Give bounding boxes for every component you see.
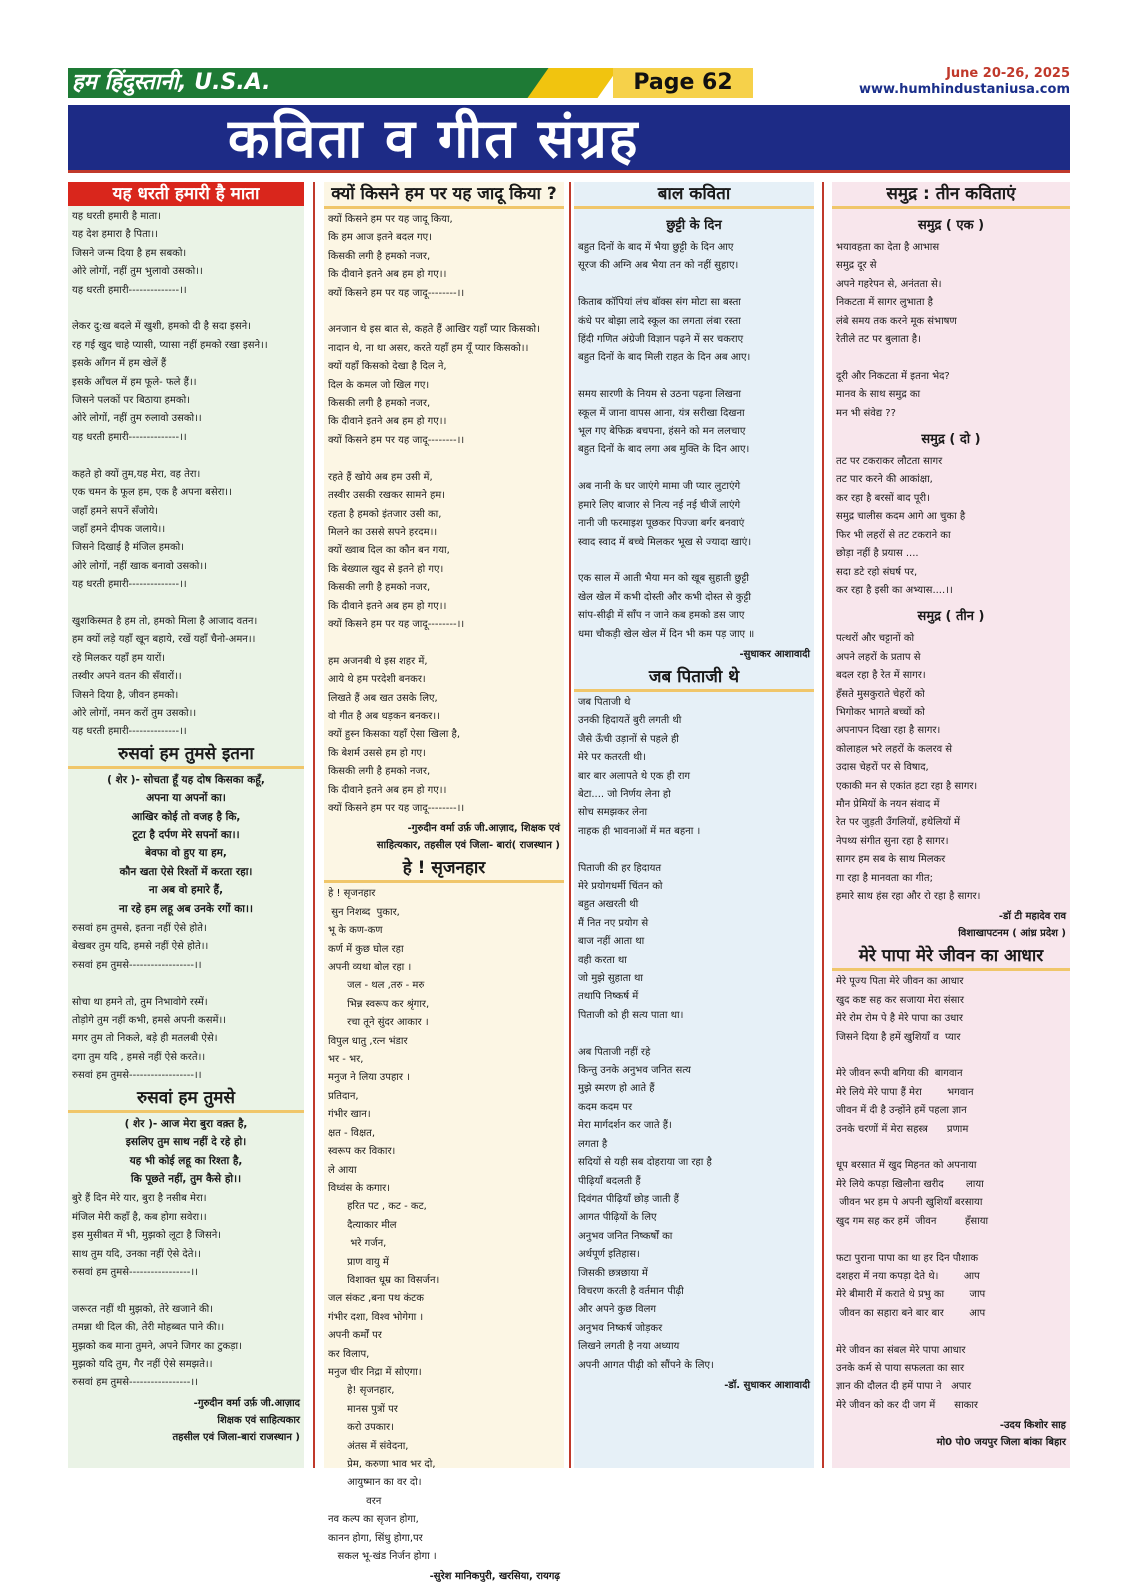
sher-text: ( शेर )- आज मेरा बुरा वक़्त है, इसलिए तुम साथ नहीं दे रहे हो। यह भी कोई लहू का रिश्ता है, कि पूछते नहीं, तुम कैसे हो।। (124, 1117, 248, 1185)
author-credit: -डॉ. सुधाकर आशावादी (724, 1379, 810, 1391)
poem-subtitle: छुट्टी के दिन (666, 218, 722, 233)
column-3 (574, 182, 814, 1468)
author-credit: -उदय किशोर साह मो0 पो0 जयपुर जिला बांका बिहार (936, 1420, 1066, 1449)
poem-title: यह धरती हमारी है माता (68, 182, 304, 206)
author-credit: -सुरेश मानिकपुरी, खरसिया, रायगढ़ (429, 1571, 560, 1583)
poem-subtitle: समुद्र ( तीन ) (917, 609, 985, 625)
column-divider (822, 182, 824, 1468)
poem-title: रुसवां हम तुमसे (68, 1086, 304, 1113)
brand-name: हम हिंदुस्तानी, U.S.A. (68, 68, 578, 98)
poem-body: मेरे पूज्य पिता मेरे जीवन का आधार खुद कष्ट सह कर सजाया मेरा संसार मेरे रोम रोम पे है मेरे पापा का उधार जिसने दिया है हमें खुशियाँ व प्यार मेरे जीवन रूपी बगिया की बागवान मेरे लिये मेरे पापा हैं मेरा भगवान जीवन में दी है उन्होंने हमें पहला ज्ञान उनके चरणों में मेरा सहस्त्र प्रणाम धूप बरसात में खुद मिहनत को अपनाया मेरे लिये कपड़ा खिलौना खरीद लाया जीवन भर हम पे अपनी खुशियाँ बरसाया खुद गम सह कर हमें जीवन हँसाया फटा पुराना पापा का था हर दिन पौशाक दशहरा में नया कपड़ा देते थे। आप मेरे बीमारी में कराते थे प्रभु का जाप जीवन का सहारा बने बार बार आप मेरे जीवन का संबल मेरे पापा आधार उनके कर्म से पाया सफलता का सार ज्ञान की दौलत दी हमें पापा ने अपार मेरे जीवन को कर दी जग में साकार (836, 976, 989, 1411)
author-credit: -सुधाकर आशावादी (739, 648, 810, 660)
column-4 (832, 182, 1070, 1468)
poem-body: जब पिताजी थे उनकी हिदायतें बुरी लगती थी जैसे ऊँची उड़ानों से पहले ही मेरे पर कतरती थी। बार बार अलापते थे एक ही राग बेटा.... जो निर्णय लेना हो सोच समझकर लेना नाहक ही भावनाओं में मत बहना । पिताजी की हर हिदायत मेरे प्रयोगधर्मी चिंतन को बहुत अखरती थी मैं नित नए प्रयोग से बाज नहीं आता था वही करता था जो मुझे सुहाता था तथापि निष्कर्ष में पिताजी को ही सत्य पाता था। अब पिताजी नहीं रहे किन्तु उनके अनुभव जनित सत्य मुझे स्मरण हो आते हैं कदम कदम पर मेरा मार्गदर्शन कर जाते हैं। लगता है सदियों से यही सब दोहराया जा रहा है पीढ़ियाँ बदलती हैं दिवंगत पीढ़ियाँ छोड़ जाती हैं आगत पीढ़ियों के लिए अनुभव जनित निष्कर्षों का अर्थपूर्ण इतिहास। जिसकी छत्रछाया में विचरण करती है वर्तमान पीढ़ी और अपने कुछ विलग अनुभव निष्कर्ष जोड़कर लिखने लगती है नया अध्याय अपनी आगत पीढ़ी को सौंपने के लिए। (578, 696, 714, 1371)
poem-body: यह धरती हमारी है माता। यह देश हमारा है पिता।। जिसने जन्म दिया है हम सबको। ओरे लोगों, नहीं तुम भुलावो उसको।। यह धरती हमारी--------------।। लेकर दु:ख बदले में खुशी, हमको दी है सदा इसने। रह गई खुद चाहे प्यासी, प्यासा नहीं हमको रखा इसने।। इसके आँगन में हम खेलें हैं इसके आँचल में हम फूले- फले हैं।। जिसने पलकों पर बिठाया हमको। ओरे लोगों, नहीं तुम रुलावो उसको।। यह धरती हमारी--------------।। कहते हो क्यों तुम,यह मेरा, वह तेरा। एक चमन के फूल हम, एक है अपना बसेरा।। जहाँ हमने सपनें सँजोये। जहाँ हमने दीपक जलाये।। जिसने दिखाई है मंजिल हमको। ओरे लोगों, नहीं खाक बनावो उसको।। यह धरती हमारी--------------।। खुशकिस्मत है हम तो, हमको मिला है आजाद वतन। हम क्यों लड़े यहाँ खून बहाये, रखें यहाँ चैनो-अमन।। रहे मिलकर यहाँ हम यारों। तस्वीर अपने वतन की सँवारों।। जिसने दिया है, जीवन हमको। ओरे लोगों, नमन करों तुम उसको।। यह धरती हमारी--------------।। (72, 211, 268, 738)
poem-body: भयावहता का देता है आभास समुद्र दूर से अपने गहरेपन से, अनंतता से। निकटता में सागर लुभाता है लंबे समय तक करने मूक संभाषण रेतीले तट पर बुलाता है। दूरी और निकटता में इतना भेद? मानव के साथ समुद्र का मन भी संवेद्य ?? (836, 242, 957, 419)
poem-body: क्यों किसने हम पर यह जादू किया, कि हम आज इतने बदल गए। किसकी लगी है हमको नजर, कि दीवाने इतने अब हम हो गए।। क्यों किसने हम पर यह जादू--------।। अनजान थे इस बात से, कहते हैं आखिर यहाँ प्यार किसको। नादान थे, ना था असर, करते यहाँ हम यूँ प्यार किसको।। क्यों यहाँ किसको देखा है दिल ने, दिल के कमल जो खिल गए। किसकी लगी है हमको नजर, कि दीवाने इतने अब हम हो गए।। क्यों किसने हम पर यह जादू--------।। रहते हैं खोये अब हम उसी में, तस्वीर उसकी रखकर सामने हम। रहता है हमको इंतजार उसी का, मिलने का उससे सपने हरदम।। क्यों ख्वाब दिल का कौन बन गया, कि बेख्याल खुद से इतने हो गए। किसकी लगी है हमको नजर, कि दीवाने इतने अब हम हो गए।। क्यों किसने हम पर यह जादू--------।। हम अजनबी थे इस शहर में, आये थे हम परदेशी बनकर। लिखते हैं अब खत उसके लिए, वो गीत है अब धड़कन बनकर।। क्यों हुस्न किसका यहाँ ऐसा खिला है, कि बेशर्म उससे हम हो गए। किसकी लगी है हमको नजर, कि दीवाने इतने अब हम हो गए।। क्यों किसने हम पर यह जादू--------।। (328, 214, 540, 814)
poem-body: हे ! सृजनहार सुन निशब्द पुकार, भू के कण-कण कर्ण में कुछ घोल रहा अपनी व्यथा बोल रहा । जल - थल ,तरु - मरु भिन्न स्वरूप कर श्रृंगार, रचा तूने सुंदर आकार । विपुल धातु ,रत्न भंडार भर - भर, मनुज ने लिया उपहार । प्रतिदान, गंभीर खान। क्षत - विक्षत, स्वरूप कर विकार। ले आया विध्वंस के कगार। हरित पट , कट - कट, दैत्याकार मील भरे गर्जन, प्राण वायु में विशाक्त धूम्र का विसर्जन। जल संकट ,बना पथ कंटक गंभीर दशा, विश्व भोगेगा । अपनी कर्मों पर कर विलाप, मनुज चीर निद्रा में सोएगा। हे! सृजनहार, मानस पुत्रों पर करो उपकार। अंतस में संवेदना, प्रेम, करुणा भाव भर दो, आयुष्मान का वर दो। वरन नव कल्प का सृजन होगा, कानन होगा, सिंधु होगा,पर सकल भू-खंड निर्जन होगा । (328, 888, 440, 1563)
poem-title: क्यों किसने हम पर यह जादू किया ? (324, 182, 564, 209)
poem-body: बुरे हैं दिन मेरे यार, बुरा है नसीब मेरा। मंजिल मेरी कहाँ है, कब होगा सवेरा।। इस मुसीबत में भी, मुझको लूटा है जिसने। साथ तुम यदि, उनका नहीं ऐसे देते।। रुसवां हम तुमसे-----------------।। जरूरत नहीं थी मुझको, तेरे खजाने की। तमन्ना थी दिल की, तेरी मोहब्बत पाने की।। मुझको कब माना तुमने, अपने जिगर का टुकड़ा। मुझको यदि तुम, गैर नहीं ऐसे समझते।। रुसवां हम तुमसे-----------------।। (72, 1193, 242, 1389)
column-divider (313, 182, 315, 1468)
author-credit: -डॉ टी महादेव राव विशाखापटनम ( आंध्र प्रदेश ) (958, 911, 1066, 940)
poem-subtitle: समुद्र ( दो ) (921, 432, 981, 448)
header-meta (859, 66, 1070, 98)
website-link[interactable]: www.humhindustaniusa.com (858, 82, 1070, 97)
issue-date: June 20-26, 2025 (946, 66, 1070, 81)
sher-text: ( शेर )- सोचता हूँ यह दोष किसका कहूँ, अपना या अपनों का। आखिर कोई तो वजह है कि, टूटा है दर्पण मेरे सपनों का।। बेवफा वो हुए या हम, कौन खता ऐसे रिश्तों में करता रहा। ना अब वो हमारे हैं, ना रहे हम लहू अब उनके रगों का।। (107, 773, 265, 915)
poem-title: मेरे पापा मेरे जीवन का आधार (832, 944, 1070, 971)
poem-title: बाल कविता (574, 182, 814, 209)
poem-body: बहुत दिनों के बाद में भैया छुट्टी के दिन आए सूरज की अग्नि अब भैया तन को नहीं सुहाए। किताब कॉपियां लंच बॉक्स संग मोटा सा बस्ता कंधे पर बोझा लादे स्कूल का लगता लंबा रस्ता हिंदी गणित अंग्रेजी विज्ञान पढ़ने में सर चकराए बहुत दिनों के बाद मिली राहत के दिन अब आए। समय सारणी के नियम से उठना पढ़ना लिखना स्कूल में जाना वापस आना, यंत्र सरीखा दिखना भूल गए बेफिक्र बचपना, हंसने को मन ललचाए बहुत दिनों के बाद लगा अब मुक्ति के दिन आए। अब नानी के घर जाएंगे मामा जी प्यार लुटाएंगे हमारे लिए बाजार से नित्य नई नई चीजें लाएंगे नानी जी फरमाइश पूछकर पिज्जा बर्गर बनवाएं स्वाद स्वाद में बच्चे मिलकर भूख से ज्यादा खाएं। एक साल में आती भैया मन को खूब सुहाती छुट्टी खेल खेल में कभी दोस्ती और कभी दोस्त से कुट्टी सांप-सीढ़ी में साँप न जाने कब हमको डस जाए धमा चौकड़ी खेल खेल में दिन भी कम पड़ जाए ॥ (578, 242, 755, 640)
poem-subtitle: समुद्र ( एक ) (917, 218, 985, 233)
column-2 (324, 182, 564, 1583)
section-banner: कविता व गीत संग्रह (68, 105, 1070, 173)
poem-title: रुसवां हम तुमसे इतना (68, 742, 304, 769)
column-divider (569, 182, 571, 1468)
poem-body: तट पर टकराकर लौटता सागर तट पार करने की आकांक्षा, कर रहा है बरसों बाद पूरी। समुद्र चालीस कदम आगे आ चुका है फिर भी लहरों से तट टकराने का छोड़ा नहीं है प्रयास .... सदा डटे रहो संघर्ष पर, कर रहा है इसी का अभ्यास....।। (836, 456, 966, 596)
poem-body: रुसवां हम तुमसे, इतना नहीं ऐसे होते। बेखबर तुम यदि, हमसे नहीं ऐसे होते।। रुसवां हम तुमसे------------------।। सोचा था हमने तो, तुम निभावोगे रस्में। तोड़ोगे तुम नहीं कभी, हमसे अपनी कसमें।। मगर तुम तो निकले, बड़े ही मतलबी ऐसे। दगा तुम यदि , हमसे नहीं ऐसे करते।। रुसवां हम तुमसे------------------।। (72, 923, 227, 1082)
poem-title: हे ! सृजनहार (324, 856, 564, 883)
author-credit: -गुरुदीन वर्मा उर्फ़ जी.आज़ाद शिक्षक एवं साहित्यकार तहसील एवं जिला-बारां राजस्थान ) (172, 1397, 300, 1443)
poem-title: समुद्र : तीन कविताएं (832, 182, 1070, 209)
page-header (68, 68, 1070, 98)
author-credit: -गुरुदीन वर्मा उर्फ़ जी.आज़ाद, शिक्षक एवं साहित्यकार, तहसील एवं जिला- बारां( राजस्थान ) (376, 823, 560, 852)
column-1 (68, 182, 304, 1468)
page-number: Page 62 (613, 68, 753, 98)
poem-title: जब पिताजी थे (574, 665, 814, 692)
poem-body: पत्थरों और चट्टानों को अपने लहरों के प्रताप से बदल रहा है रेत में सागर। हँसते मुसकुराते चेहरों को भिगोकर भागते बच्चों को अपनापन दिखा रहा है सागर। कोलाहल भरे लहरों के कलरव से उदास चेहरों पर से विषाद, एकाकी मन से एकांत हटा रहा है सागर। मौन प्रेमियों के नयन संवाद में रेत पर जुड़ती उँगलियों, हथेलियों में नेपथ्य संगीत सुना रहा है सागर। सागर हम सब के साथ मिलकर गा रहा है मानवता का गीत; हमारे साथ हंस रहा और रो रहा है सागर। (836, 633, 981, 902)
